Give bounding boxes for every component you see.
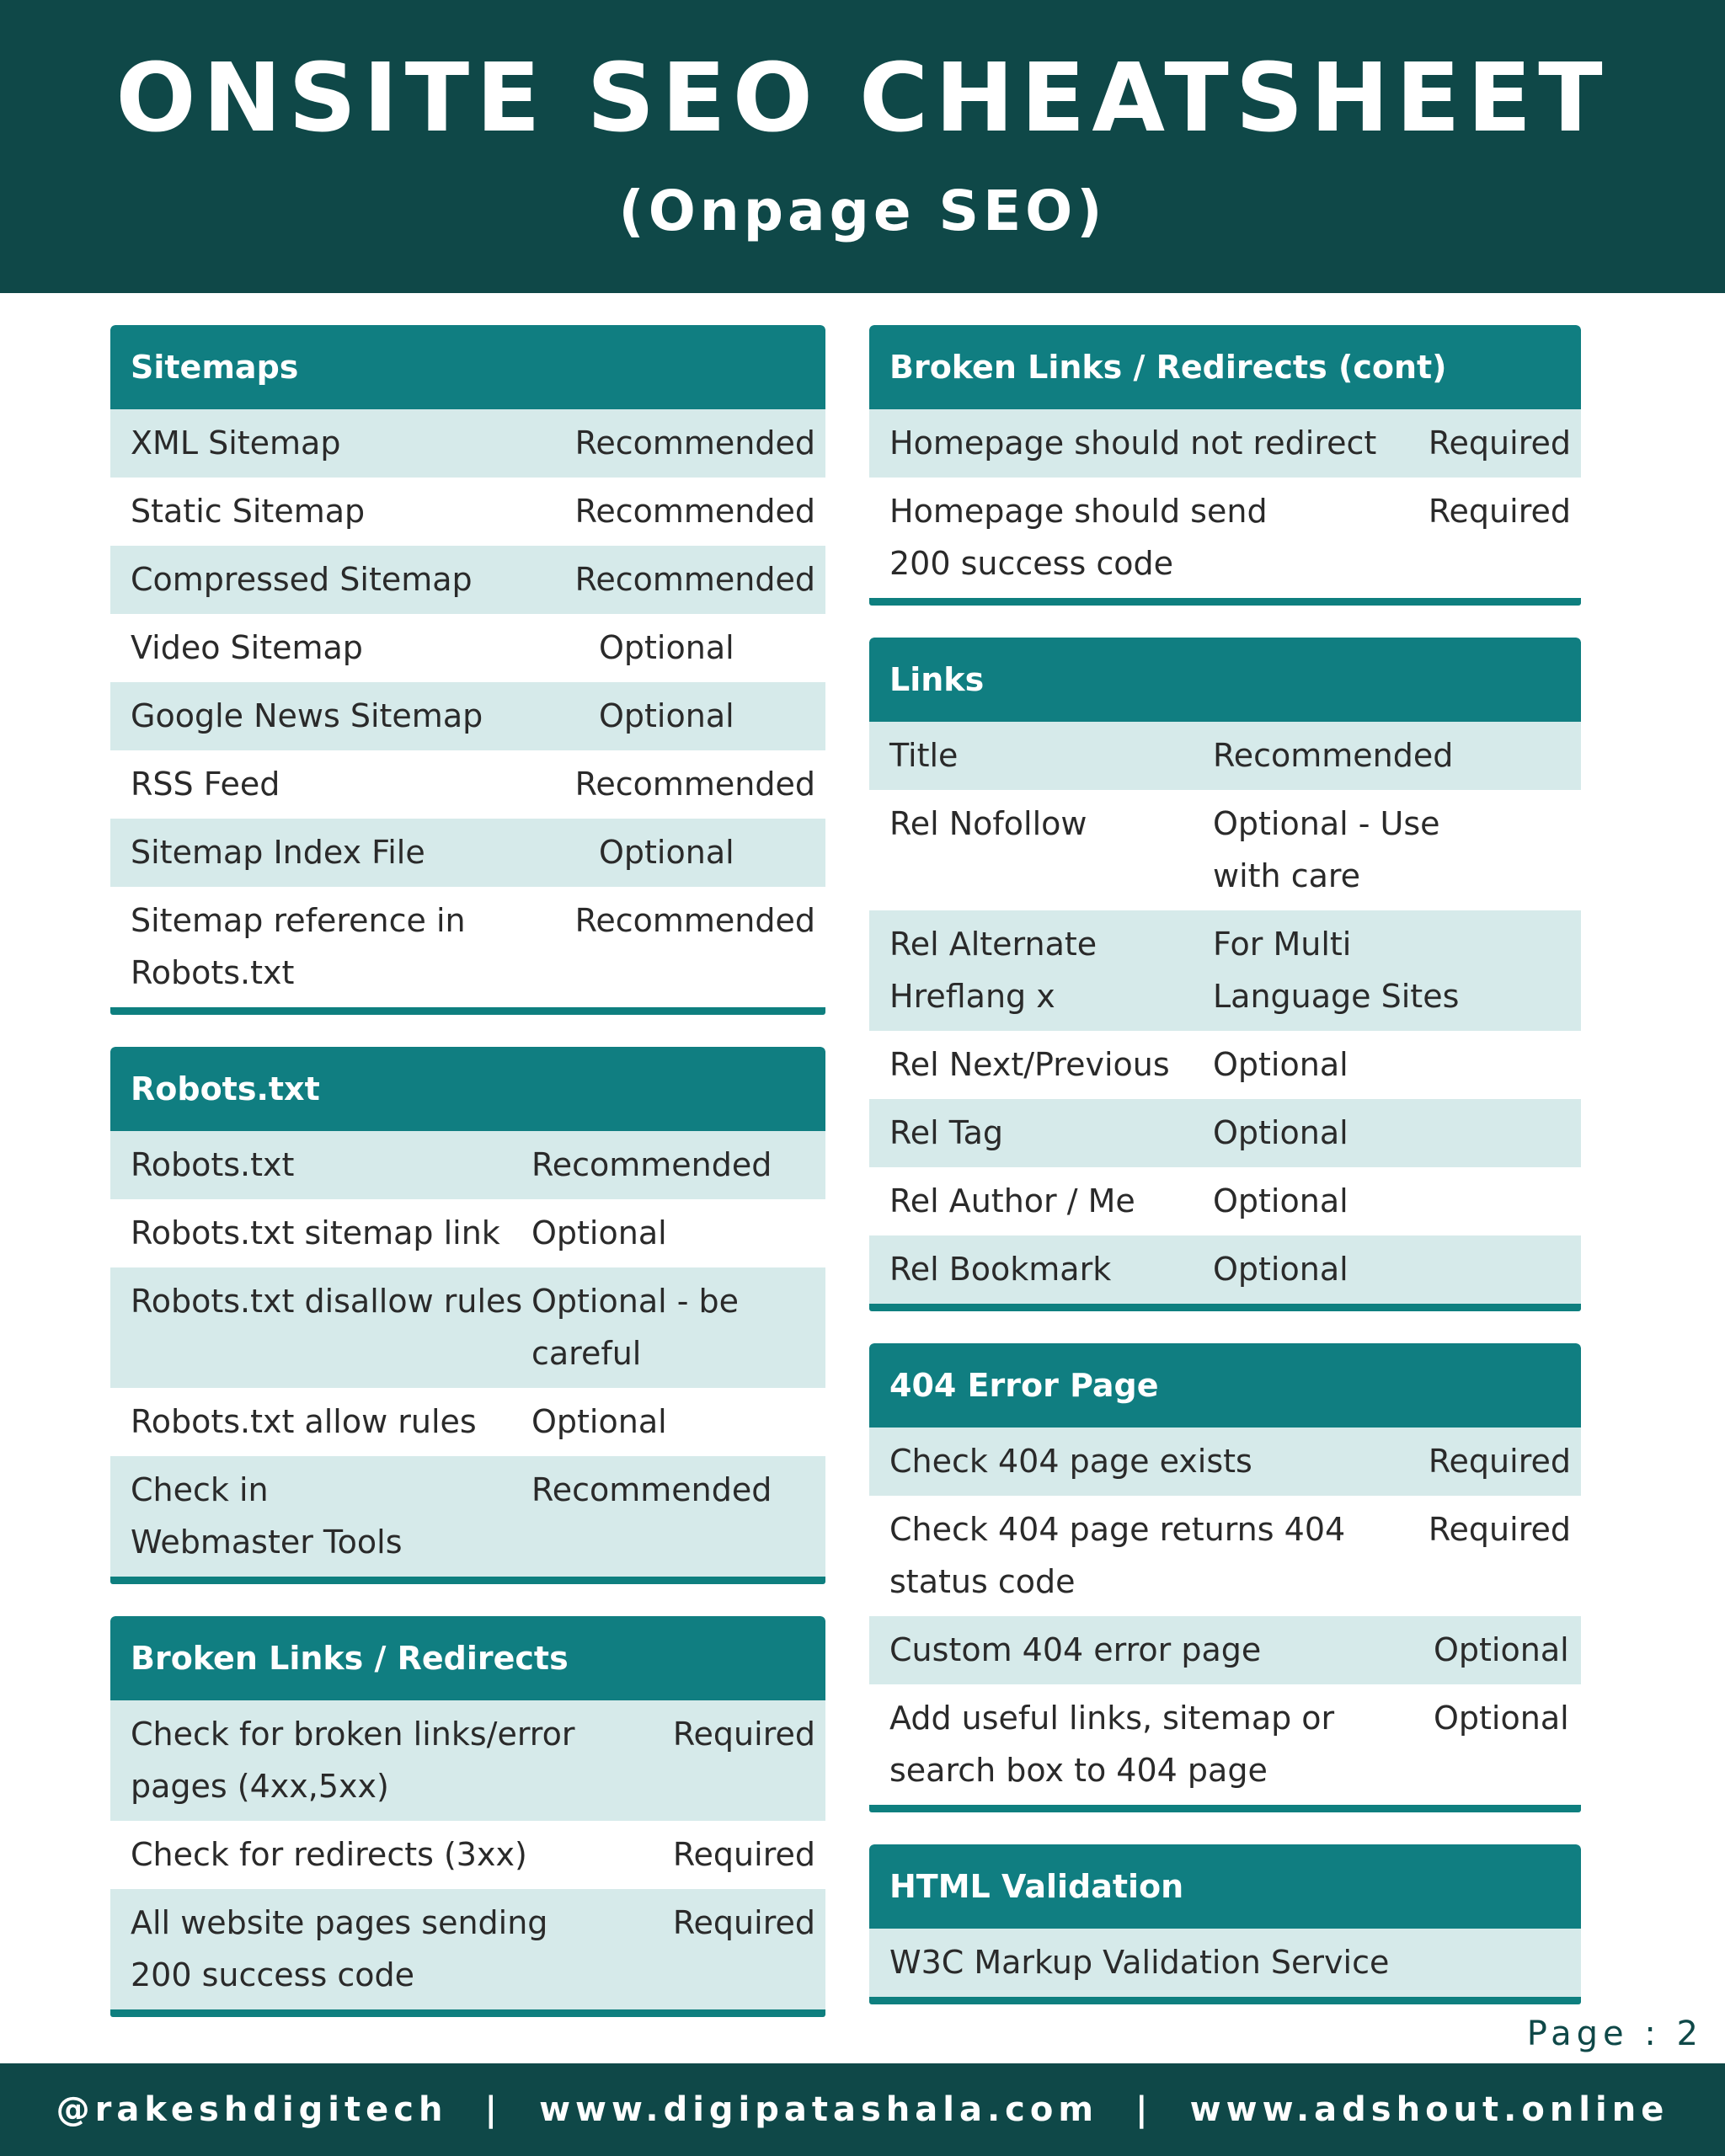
- item-name: XML Sitemap: [131, 424, 341, 462]
- item-status: Required: [1428, 424, 1571, 462]
- table-row: [869, 1428, 1581, 1496]
- item-status: Recommended: [574, 493, 815, 530]
- item-name: Sitemap reference in Robots.txt: [131, 902, 466, 991]
- item-status: Required: [672, 1904, 815, 1941]
- item-name: Robots.txt: [131, 1146, 295, 1183]
- footer-handle: @rakeshdigitech: [56, 2090, 448, 2129]
- item-status: For Multi Language Sites: [1213, 926, 1460, 1015]
- table-row: [110, 1821, 825, 1889]
- item-name: Custom 404 error page: [889, 1631, 1262, 1668]
- table-row: [869, 409, 1581, 478]
- section-title: Sitemaps: [110, 325, 825, 409]
- item-name: Check in Webmaster Tools: [131, 1471, 403, 1561]
- item-name: Static Sitemap: [131, 493, 366, 530]
- item-name: Check for broken links/error pages (4xx,5xx): [131, 1716, 575, 1805]
- item-name: Rel Bookmark: [889, 1251, 1112, 1288]
- page-header: [0, 0, 1725, 293]
- item-name: Check 404 page returns 404 status code: [889, 1511, 1346, 1600]
- section-title: HTML Validation: [869, 1844, 1581, 1929]
- item-status: Required: [672, 1836, 815, 1873]
- table-row: [869, 1929, 1581, 1997]
- page-subtitle: (Onpage SEO): [618, 179, 1107, 243]
- page-title: ONSITE SEO CHEATSHEET: [115, 44, 1610, 153]
- footer-site-link[interactable]: www.digipatashala.com: [539, 2090, 1099, 2129]
- item-name: Rel Tag: [889, 1114, 1004, 1151]
- table-row: [110, 682, 825, 750]
- table-row: [110, 546, 825, 614]
- table-row: [869, 790, 1581, 910]
- item-name: Title: [889, 737, 959, 774]
- section-broken-links: [110, 1616, 825, 2017]
- item-status: Optional - be careful: [531, 1283, 740, 1372]
- section-rows: [869, 1929, 1581, 1997]
- section-links: [869, 638, 1581, 1311]
- item-name: Robots.txt disallow rules: [131, 1283, 523, 1320]
- table-row: [110, 1889, 825, 2009]
- table-row: [869, 1496, 1581, 1616]
- item-status: Optional: [531, 1403, 667, 1440]
- item-status: Recommended: [531, 1471, 772, 1508]
- table-row: [869, 1099, 1581, 1167]
- section-title: Links: [869, 638, 1581, 722]
- table-row: [869, 722, 1581, 790]
- item-name: Rel Nofollow: [889, 805, 1087, 842]
- table-row: [110, 1131, 825, 1199]
- table-row: [110, 478, 825, 546]
- item-status: Recommended: [531, 1146, 772, 1183]
- item-status: Required: [672, 1716, 815, 1753]
- section-rows: [869, 722, 1581, 1304]
- item-name: Rel Next/Previous: [889, 1046, 1170, 1083]
- table-row: [110, 614, 825, 682]
- table-row: [110, 819, 825, 887]
- item-name: Video Sitemap: [131, 629, 363, 666]
- table-row: [110, 1388, 825, 1456]
- section-robots: [110, 1047, 825, 1584]
- item-status: Optional: [599, 834, 734, 871]
- section-sitemaps: [110, 325, 825, 1015]
- table-row: [110, 887, 825, 1007]
- item-name: All website pages sending 200 success code: [131, 1904, 548, 1993]
- table-row: [110, 1267, 825, 1388]
- section-rows: [110, 409, 825, 1007]
- section-rows: [110, 1700, 825, 2009]
- item-status: Optional: [1213, 1114, 1348, 1151]
- item-status: Optional: [1213, 1251, 1348, 1288]
- section-rows: [110, 1131, 825, 1577]
- item-status: Optional: [599, 697, 734, 734]
- item-name: W3C Markup Validation Service: [889, 1944, 1390, 1981]
- table-row: [869, 1616, 1581, 1684]
- item-name: Check for redirects (3xx): [131, 1836, 527, 1873]
- page-number: Page : 2: [1526, 2015, 1703, 2053]
- table-row: [869, 1167, 1581, 1235]
- item-status: Optional: [1434, 1700, 1569, 1737]
- section-rows: [869, 409, 1581, 598]
- footer-separator: |: [484, 2090, 503, 2129]
- item-status: Required: [1428, 1511, 1571, 1548]
- table-row: [110, 409, 825, 478]
- item-name: Rel Author / Me: [889, 1182, 1135, 1219]
- footer-separator: |: [1135, 2090, 1153, 2129]
- section-html-validation: [869, 1844, 1581, 2004]
- item-status: Required: [1428, 493, 1571, 530]
- item-status: Optional: [1213, 1046, 1348, 1083]
- section-title: Broken Links / Redirects: [110, 1616, 825, 1700]
- item-status: Optional: [599, 629, 734, 666]
- item-name: RSS Feed: [131, 766, 280, 803]
- table-row: [869, 478, 1581, 598]
- table-row: [869, 910, 1581, 1031]
- table-row: [869, 1684, 1581, 1805]
- table-row: [869, 1235, 1581, 1304]
- item-name: Robots.txt sitemap link: [131, 1214, 500, 1251]
- item-name: Sitemap Index File: [131, 834, 425, 871]
- item-status: Recommended: [574, 424, 815, 462]
- item-status: Optional - Use with care: [1213, 805, 1440, 894]
- left-column: [110, 325, 825, 2049]
- item-name: Compressed Sitemap: [131, 561, 473, 598]
- item-name: Rel Alternate Hreflang x: [889, 926, 1097, 1015]
- item-name: Robots.txt allow rules: [131, 1403, 477, 1440]
- item-status: Recommended: [574, 766, 815, 803]
- section-title: 404 Error Page: [869, 1343, 1581, 1428]
- table-row: [110, 1199, 825, 1267]
- table-row: [110, 1456, 825, 1577]
- item-name: Add useful links, sitemap or search box to 404 page: [889, 1700, 1335, 1789]
- section-title: Broken Links / Redirects (cont): [869, 325, 1581, 409]
- table-row: [869, 1031, 1581, 1099]
- table-row: [110, 750, 825, 819]
- item-name: Homepage should not redirect: [889, 424, 1377, 462]
- section-broken-links-cont: [869, 325, 1581, 606]
- item-status: Optional: [1434, 1631, 1569, 1668]
- page-footer: [0, 2063, 1725, 2156]
- section-rows: [869, 1428, 1581, 1805]
- item-name: Google News Sitemap: [131, 697, 483, 734]
- item-status: Required: [1428, 1443, 1571, 1480]
- item-status: Optional: [1213, 1182, 1348, 1219]
- item-status: Optional: [531, 1214, 667, 1251]
- item-name: Check 404 page exists: [889, 1443, 1252, 1480]
- footer-site-link[interactable]: www.adshout.online: [1189, 2090, 1669, 2129]
- section-title: Robots.txt: [110, 1047, 825, 1131]
- item-status: Recommended: [574, 561, 815, 598]
- item-status: Recommended: [1213, 737, 1454, 774]
- item-status: Recommended: [574, 902, 815, 939]
- table-row: [110, 1700, 825, 1821]
- right-column: [869, 325, 1581, 2036]
- section-404: [869, 1343, 1581, 1812]
- item-name: Homepage should send 200 success code: [889, 493, 1268, 582]
